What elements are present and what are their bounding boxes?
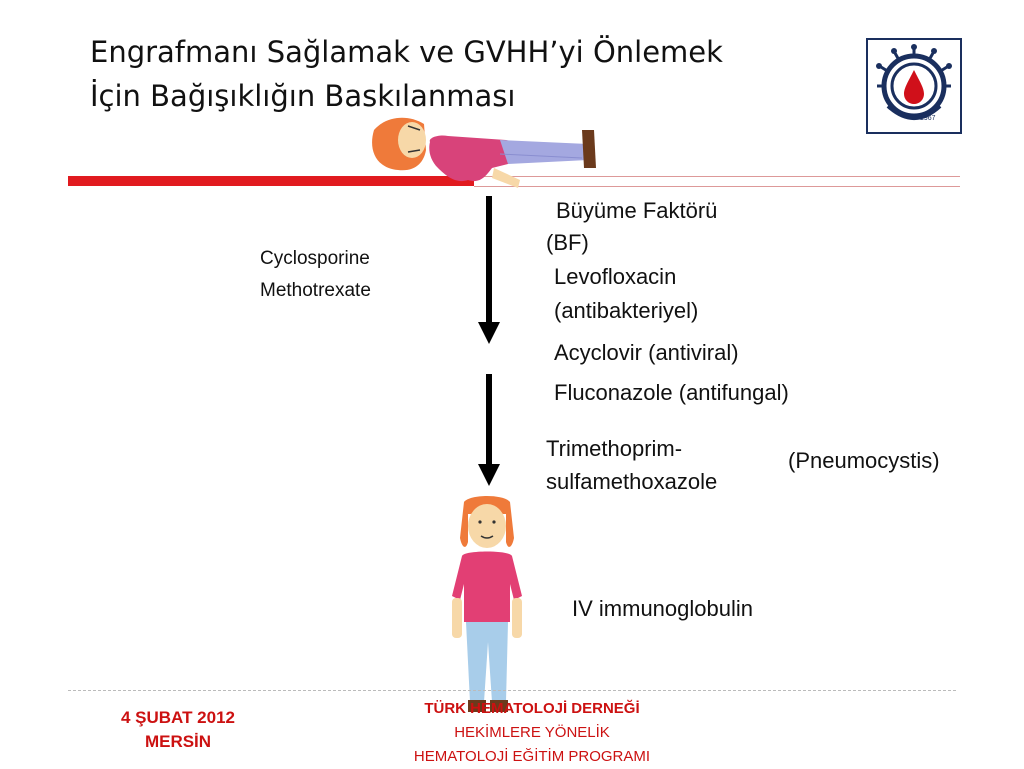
lying-patient-illustration xyxy=(368,110,608,198)
footer-divider xyxy=(68,690,956,691)
tmp-label-line1: Trimethoprim- xyxy=(546,436,683,461)
footer-date-location xyxy=(88,706,268,754)
ivig-label: IV immunoglobulin xyxy=(572,596,753,621)
down-arrow-2 xyxy=(476,374,502,488)
acyclovir-label: Acyclovir (antiviral) xyxy=(554,340,739,365)
footer-city: MERSİN xyxy=(144,732,212,751)
footer-date: 4 ŞUBAT 2012 xyxy=(120,708,235,727)
footer-program-line2: HEMATOLOJİ EĞİTİM PROGRAMI xyxy=(413,748,651,765)
growth-factor-label: Büyüme Faktörü xyxy=(556,198,718,223)
hematology-society-logo xyxy=(866,38,962,134)
fluconazole-label: Fluconazole (antifungal) xyxy=(554,380,789,405)
slide-title xyxy=(90,30,890,118)
logo-icon xyxy=(868,40,960,132)
logo-year: 1967 xyxy=(920,115,936,122)
levofloxacin-class: (antibakteriyel) xyxy=(554,298,699,323)
footer-program-line1: HEKİMLERE YÖNELİK xyxy=(454,724,610,741)
title-line-1: Engrafmanı Sağlamak ve GVHH’yi Önlemek xyxy=(90,35,723,69)
down-arrow-1 xyxy=(476,196,502,346)
growth-factor-abbrev: (BF) xyxy=(546,230,589,255)
methotrexate-label: Methotrexate xyxy=(260,280,371,301)
footer-organization xyxy=(332,697,732,769)
pneumocystis-label: (Pneumocystis) xyxy=(788,448,940,473)
tmp-label-line2: sulfamethoxazole xyxy=(546,469,718,494)
cyclosporine-label: Cyclosporine xyxy=(260,248,370,269)
footer-org-name: TÜRK HEMATOLOJİ DERNEĞİ xyxy=(424,700,640,717)
title-line-2: İçin Bağışıklığın Baskılanması xyxy=(90,79,516,113)
standing-patient-illustration xyxy=(444,492,530,718)
levofloxacin-label: Levofloxacin xyxy=(554,264,677,289)
